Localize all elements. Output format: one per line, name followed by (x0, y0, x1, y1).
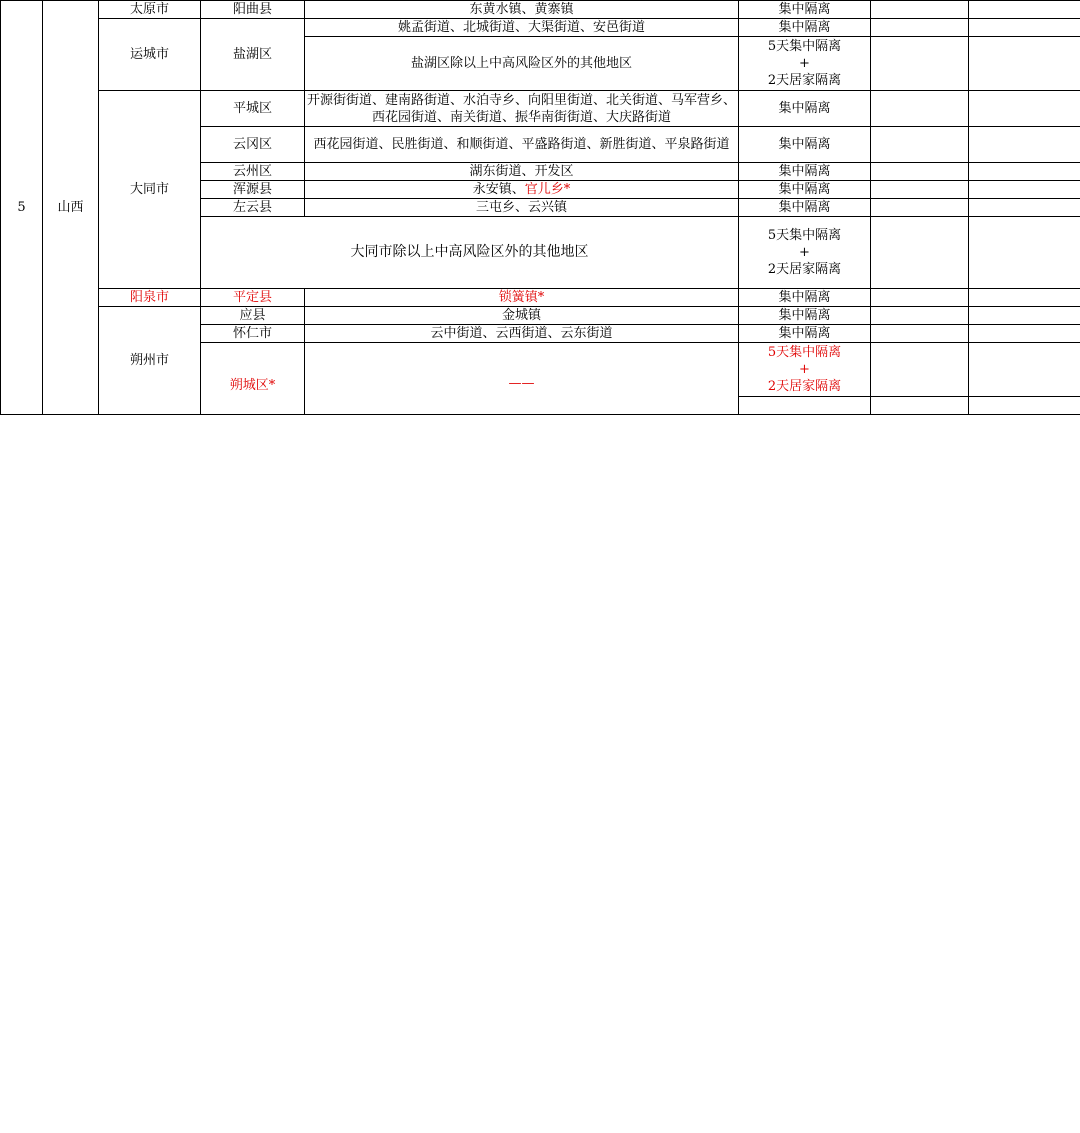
empty-cell (871, 37, 969, 91)
measure: 集中隔离 (739, 181, 871, 199)
city-name: 运城市 (99, 19, 201, 91)
empty-cell (969, 181, 1080, 199)
empty-cell (871, 217, 969, 289)
measure: 集中隔离 (739, 163, 871, 181)
city-name: 大同市 (99, 91, 201, 289)
empty-cell (969, 199, 1080, 217)
empty-cell (969, 127, 1080, 163)
measure: 5天集中隔离 + 2天居家隔离 (739, 217, 871, 289)
area-list: 开源街街道、建南路街道、水泊寺乡、向阳里街道、北关街道、马军营乡、西花园街道、南关街道、振华南街街道、大庆路街道 (305, 91, 739, 127)
district-name: 云冈区 (201, 127, 305, 163)
district-name: 盐湖区 (201, 19, 305, 91)
area-text-highlight: 官儿乡* (524, 182, 571, 197)
area-list: 锁簧镇* (305, 289, 739, 307)
empty-cell (871, 181, 969, 199)
measure: 5天集中隔离 + 2天居家隔离 (739, 37, 871, 91)
empty-cell (969, 1, 1080, 19)
measure: 集中隔离 (739, 1, 871, 19)
empty-cell (969, 289, 1080, 307)
empty-cell (871, 397, 969, 415)
district-name: 阳曲县 (201, 1, 305, 19)
empty-cell (969, 217, 1080, 289)
empty-cell (871, 1, 969, 19)
empty-cell (871, 163, 969, 181)
area-list: 东黄水镇、黄寨镇 (305, 1, 739, 19)
empty-cell (871, 325, 969, 343)
measure: 5天集中隔离 + 2天居家隔离 (739, 343, 871, 397)
district-name: 应县 (201, 307, 305, 325)
city-name: 朔州市 (99, 307, 201, 415)
district-name: 浑源县 (201, 181, 305, 199)
district-name: 平城区 (201, 91, 305, 127)
district-name: 平定县 (201, 289, 305, 307)
province-no: 5 (1, 1, 43, 415)
empty-cell (871, 199, 969, 217)
province-name: 山西 (43, 1, 99, 415)
empty-cell (871, 19, 969, 37)
empty-cell (871, 289, 969, 307)
empty-cell (969, 19, 1080, 37)
area-list: 姚孟街道、北城街道、大渠街道、安邑街道 (305, 19, 739, 37)
empty-cell (871, 343, 969, 397)
area-list: 西花园街道、民胜街道、和顺街道、平盛路街道、新胜街道、平泉路街道 (305, 127, 739, 163)
empty-cell (969, 397, 1080, 415)
area-list: 金城镇 (305, 307, 739, 325)
district-name: 怀仁市 (201, 325, 305, 343)
empty-cell (871, 307, 969, 325)
area-list: 湖东街道、开发区 (305, 163, 739, 181)
measure: 集中隔离 (739, 307, 871, 325)
district-name: 左云县 (201, 199, 305, 217)
measure: 集中隔离 (739, 19, 871, 37)
area-list: 三屯乡、云兴镇 (305, 199, 739, 217)
empty-cell (969, 163, 1080, 181)
measure: 集中隔离 (739, 289, 871, 307)
empty-cell (871, 91, 969, 127)
city-name: 太原市 (99, 1, 201, 19)
area-rest: 盐湖区除以上中高风险区外的其他地区 (305, 37, 739, 91)
area-list: 云中街道、云西街道、云东街道 (305, 325, 739, 343)
measure: 集中隔离 (739, 127, 871, 163)
district-name: 云州区 (201, 163, 305, 181)
empty-cell (871, 127, 969, 163)
area-rest: 大同市除以上中高风险区外的其他地区 (201, 217, 739, 289)
area-list (305, 181, 739, 199)
district-name: 朔城区* (201, 343, 305, 415)
measure (739, 397, 871, 415)
control-area-table (0, 0, 1080, 415)
empty-cell (969, 37, 1080, 91)
measure: 集中隔离 (739, 325, 871, 343)
area-list: —— (305, 343, 739, 415)
empty-cell (969, 307, 1080, 325)
empty-cell (969, 325, 1080, 343)
empty-cell (969, 91, 1080, 127)
empty-cell (969, 343, 1080, 397)
measure: 集中隔离 (739, 199, 871, 217)
area-text: 永安镇、 (472, 182, 525, 197)
measure: 集中隔离 (739, 91, 871, 127)
city-name: 阳泉市 (99, 289, 201, 307)
